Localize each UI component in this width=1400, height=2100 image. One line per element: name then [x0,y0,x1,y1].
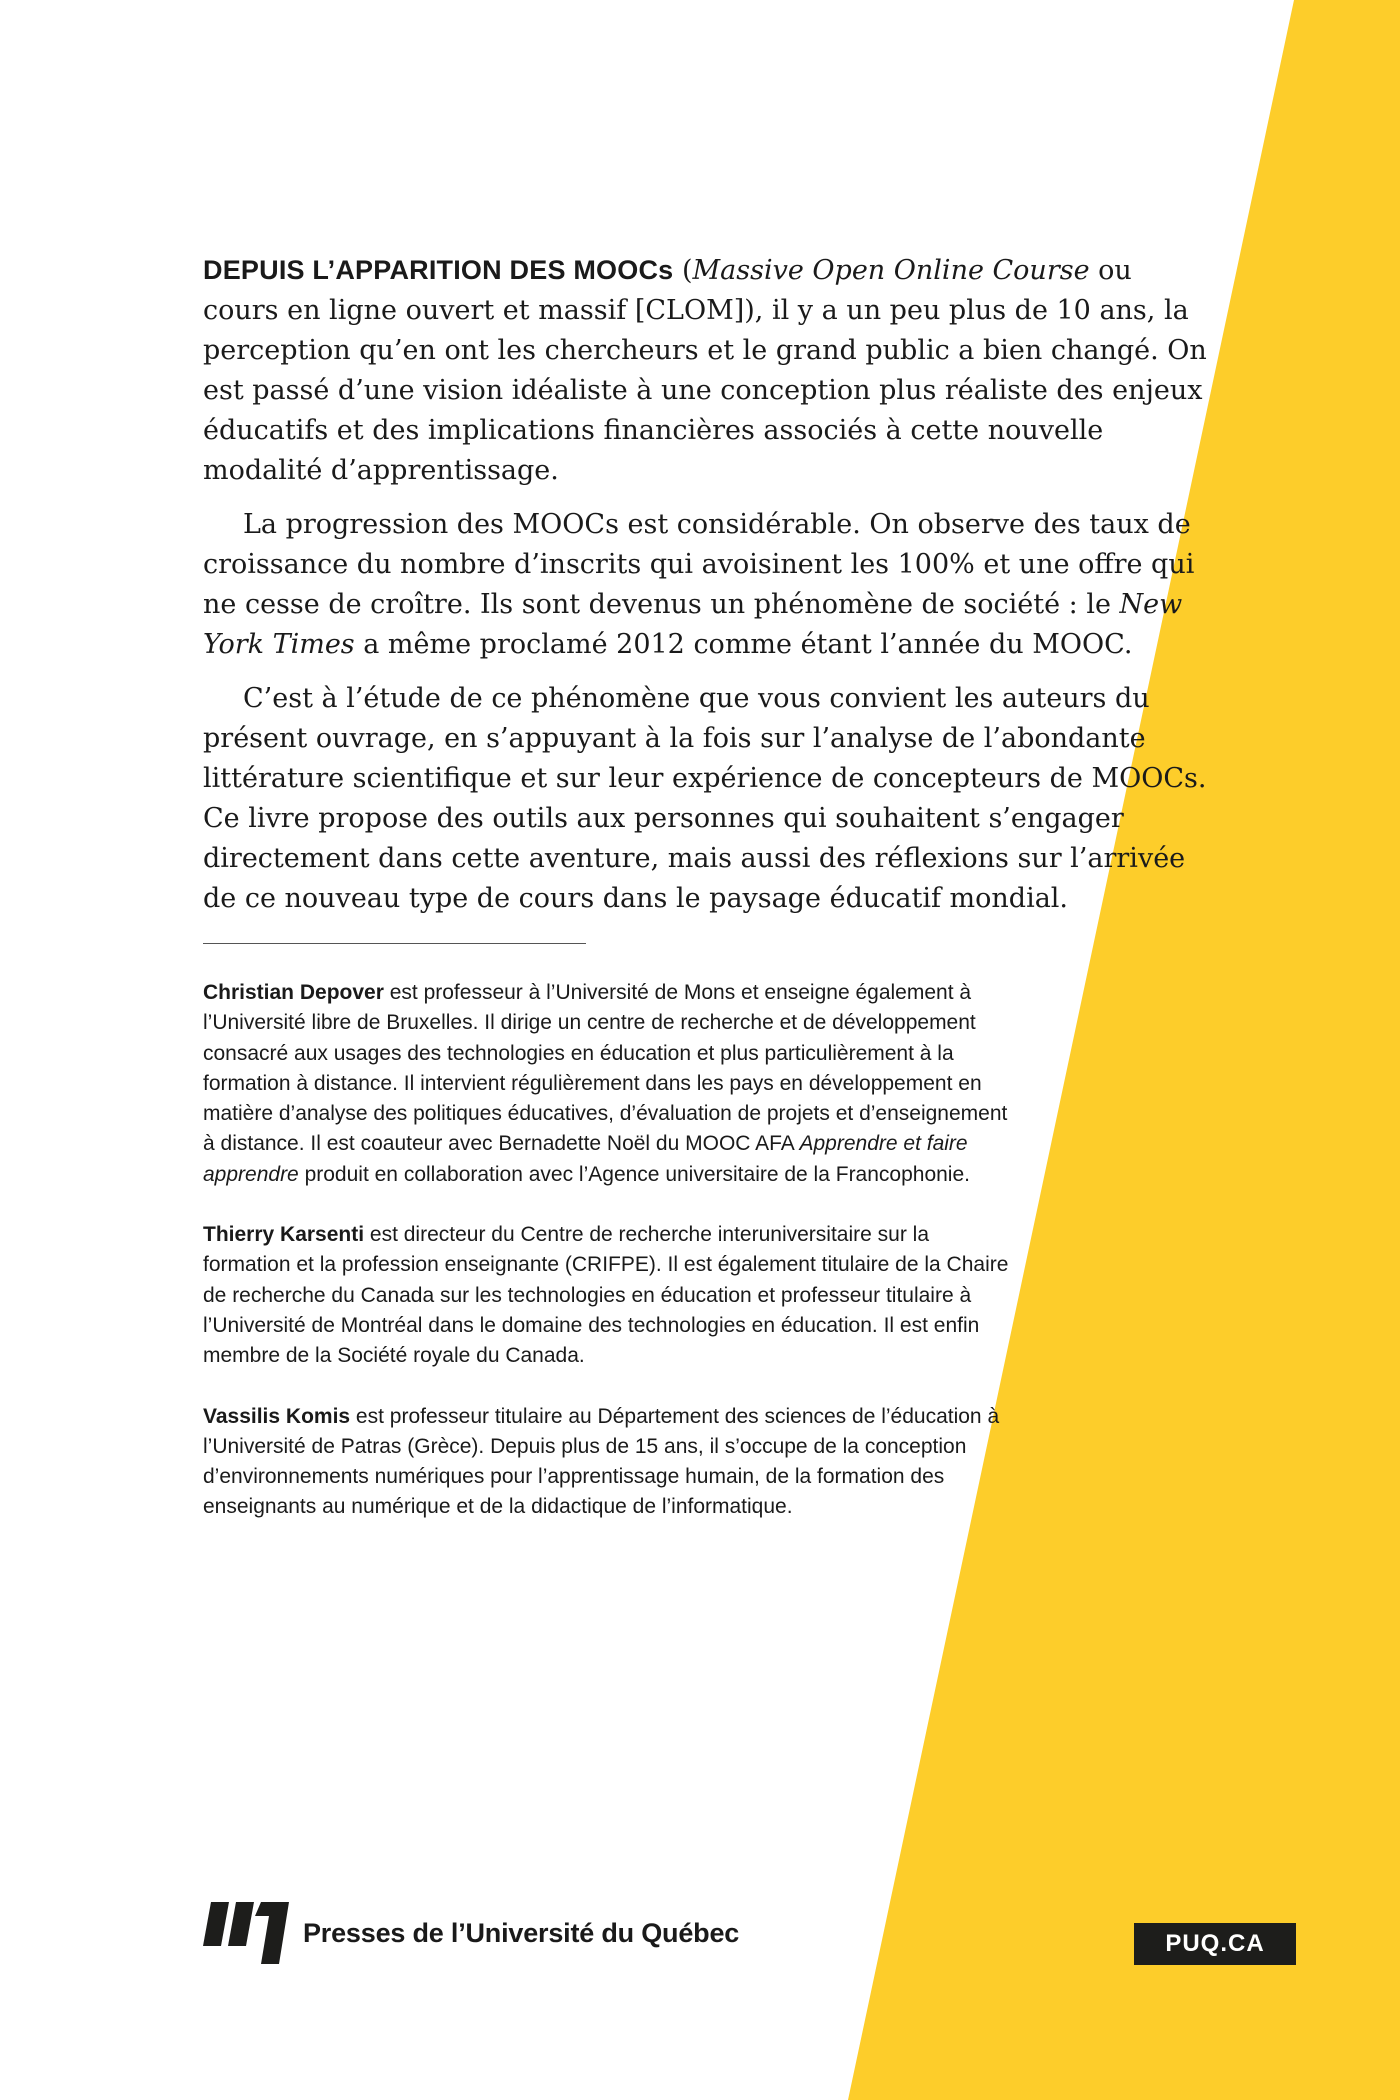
bio-text: est professeur à l’Université de Mons et enseigne également à l’Université libre de Bruxelles. Il dirige un centre de recherche et de développement consacré aux usages des technologies en éducation et plus particulièrement à la formation à distance. Il intervient régulièrement dans les pays en développement en matière d’analyse des politiques éducatives, d’évaluation de projets et d’enseignement à distance. Il est coauteur avec Bernadette Noël du MOOC AFA [203,981,1008,1156]
bio-text-end: produit en collaboration avec l’Agence universitaire de la Francophonie. [298,1162,970,1186]
summary-p2-italic: New York Times [203,589,1183,660]
summary-p1-rest: ou cours en ligne ouvert et massif [CLOM]), il y a un peu plus de 10 ans, la perception qu’en ont les chercheurs et le grand public a bien changé. On est passé d’une vision idéaliste à une conception plus réaliste des enjeux éducatifs et des implications financières associés à cette nouvelle modalité d’apprentissage. [203,255,1207,486]
website-badge[interactable]: PUQ.CA [1134,1923,1296,1965]
summary-p2-text-b: a même proclamé 2012 comme étant l’année du MOOC. [354,629,1133,660]
summary-italic-term: Massive Open Online Course [692,255,1090,286]
publisher-name: Presses de l’Université du Québec [303,1917,740,1948]
author-bios [203,978,1021,1553]
bio-text: est professeur titulaire au Département des sciences de l’éducation à l’Université de Patras (Grèce). Depuis plus de 15 ans, il s’occupe de la conception d’environnements numériques pour l’apprentissage humain, de la formation des enseignants au numérique et de la didactique de l’informatique. [203,1404,1000,1519]
bio-depover [203,978,1021,1190]
bio-karsenti [203,1220,1021,1371]
author-name: Vassilis Komis [203,1404,351,1428]
author-name: Thierry Karsenti [203,1223,365,1247]
summary-paragraph-2 [203,505,1213,665]
summary-text [203,250,1213,933]
publisher-logo [203,1898,739,1968]
summary-open-paren: ( [673,255,693,286]
bio-komis [203,1402,1021,1523]
separator-rule [203,943,586,944]
puq-logo-icon [203,1902,289,1964]
bio-italic-title: Apprendre et faire apprendre [203,1132,968,1186]
summary-lead: DEPUIS L’APPARITION DES MOOCs [203,255,674,285]
summary-paragraph-1 [203,250,1213,491]
summary-p2-text-a: La progression des MOOCs est considérable. On observe des taux de croissance du nombre d’inscrits qui avoisinent les 100% et une offre qui ne cesse de croître. Ils sont devenus un phénomène de société : le [203,509,1195,620]
summary-paragraph-3: C’est à l’étude de ce phénomène que vous convient les auteurs du présent ouvrage, en s’appuyant à la fois sur l’analyse de l’abondante littérature scientifique et sur leur expérience de concepteurs de MOOCs. Ce livre propose des outils aux personnes qui souhaitent s’engager directement dans cette aventure, mais aussi des réflexions sur l’arrivée de ce nouveau type de cours dans le paysage éducatif mondial. [203,683,1207,914]
author-name: Christian Depover [203,981,384,1004]
bio-text: est directeur du Centre de recherche interuniversitaire sur la formation et la profession enseignante (CRIFPE). Il est également titulaire de la Chaire de recherche du Canada sur les technologies en éducation et professeur titulaire à l’Université de Montréal dans le domaine des technologies en éducation. Il est enfin membre de la Société royale du Canada. [203,1223,1009,1368]
